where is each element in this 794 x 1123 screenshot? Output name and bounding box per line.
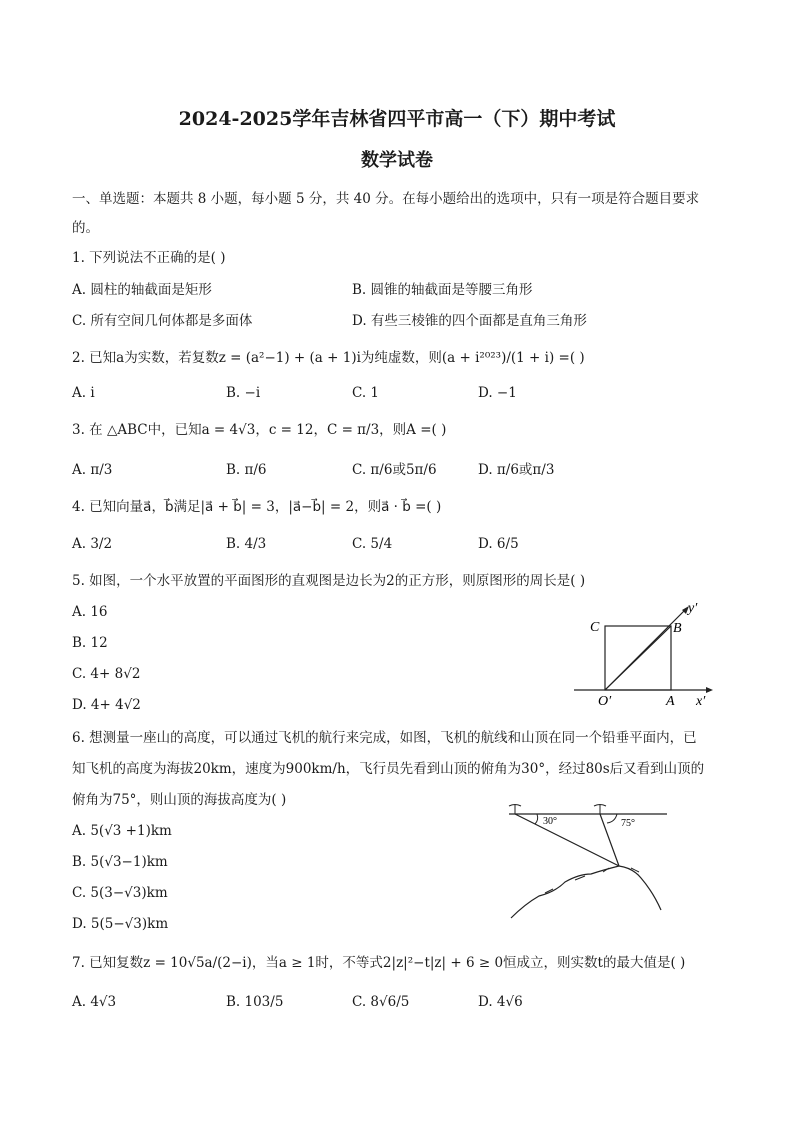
label-a: A xyxy=(666,694,675,709)
question-6-stem-line2: 知飞机的高度为海拔20km，速度为900km/h，飞行员先看到山顶的俯角为30°，经过80s后又看到山顶的 xyxy=(72,761,705,777)
diagonal-line xyxy=(605,626,671,690)
question-5-stem: 5. 如图，一个水平放置的平面图形的直观图是边长为2的正方形，则原图形的周长是( ) xyxy=(72,573,586,589)
question-4-option-d[interactable]: D. 6/5 xyxy=(478,536,519,552)
mountain-shading xyxy=(545,868,639,893)
question-4-option-a[interactable]: A. 3/2 xyxy=(72,536,113,552)
question-2-option-a[interactable]: A. i xyxy=(72,385,95,401)
label-x: x′ xyxy=(696,694,706,709)
question-6-stem-line3: 俯角为75°，则山顶的海拔高度为( ) xyxy=(72,792,287,808)
question-7-option-a[interactable]: A. 4√3 xyxy=(72,994,117,1010)
angle-label-30: 30° xyxy=(543,816,557,827)
question-6-option-b[interactable]: B. 5(√3−1)km xyxy=(72,854,168,870)
page-subtitle: 数学试卷 xyxy=(361,150,433,171)
question-2-option-d[interactable]: D. −1 xyxy=(478,385,517,401)
question-5-option-c[interactable]: C. 4+ 8√2 xyxy=(72,666,141,682)
question-7-option-d[interactable]: D. 4√6 xyxy=(478,994,523,1010)
question-6-stem-line1: 6. 想测量一座山的高度，可以通过飞机的航行来完成，如图，飞机的航线和山顶在同一个铅垂平面内，已 xyxy=(72,730,697,746)
figure-6-mountain-diagram xyxy=(505,798,675,923)
figure-5-square-diagram xyxy=(568,598,718,714)
section-heading: 一、单选题：本题共 8 小题，每小题 5 分，共 40 分。在每小题给出的选项中，只有一项是符合题目要求 xyxy=(72,191,700,207)
question-3-option-c[interactable]: C. π/6或5π/6 xyxy=(352,462,437,478)
question-6-option-a[interactable]: A. 5(√3 +1)km xyxy=(72,823,172,839)
question-3-option-d[interactable]: D. π/6或π/3 xyxy=(478,462,555,478)
x-axis-arrow xyxy=(706,687,713,693)
question-1-option-a[interactable]: A. 圆柱的轴截面是矩形 xyxy=(72,282,212,298)
angle-label-75: 75° xyxy=(621,818,635,829)
label-c: C xyxy=(590,620,600,635)
page-title: 2024-2025学年吉林省四平市高一（下）期中考试 xyxy=(178,108,616,130)
question-7-option-c[interactable]: C. 8√6/5 xyxy=(352,994,410,1010)
label-b: B xyxy=(673,621,682,636)
question-7-option-b[interactable]: B. 103/5 xyxy=(226,994,284,1010)
question-7-stem: 7. 已知复数z = 10√5a/(2−i)，当a ≥ 1时，不等式2|z|²−t|z| + 6 ≥ 0恒成立，则实数t的最大值是( ) xyxy=(72,955,686,971)
question-2-stem: 2. 已知a为实数，若复数z = (a²−1) + (a + 1)i为纯虚数，则(a + i²⁰²³)/(1 + i) =( ) xyxy=(72,350,585,366)
question-1-stem: 1. 下列说法不正确的是( ) xyxy=(72,250,226,266)
question-6-option-c[interactable]: C. 5(3−√3)km xyxy=(72,885,168,901)
label-o: O′ xyxy=(598,694,612,709)
question-3-option-b[interactable]: B. π/6 xyxy=(226,462,267,478)
question-4-stem: 4. 已知向量a⃗，b⃗满足|a⃗ + b⃗| = 3，|a⃗−b⃗| = 2，则a⃗ · b⃗ =( ) xyxy=(72,499,442,515)
question-6-option-d[interactable]: D. 5(5−√3)km xyxy=(72,916,169,932)
question-1-option-b[interactable]: B. 圆锥的轴截面是等腰三角形 xyxy=(352,282,533,298)
question-4-option-c[interactable]: C. 5/4 xyxy=(352,536,393,552)
question-1-option-c[interactable]: C. 所有空间几何体都是多面体 xyxy=(72,313,253,329)
question-2-option-b[interactable]: B. −i xyxy=(226,385,261,401)
question-5-option-a[interactable]: A. 16 xyxy=(72,604,108,620)
question-5-option-b[interactable]: B. 12 xyxy=(72,635,108,651)
question-3-stem: 3. 在 △ABC中，已知a = 4√3，c = 12，C = π/3，则A =( ) xyxy=(72,422,447,438)
angle-arc-2 xyxy=(607,814,617,823)
label-y: y′ xyxy=(688,601,698,616)
question-1-option-d[interactable]: D. 有些三棱锥的四个面都是直角三角形 xyxy=(352,313,587,329)
plane-2-icon xyxy=(594,804,606,814)
question-5-option-d[interactable]: D. 4+ 4√2 xyxy=(72,697,141,713)
angle-arc-1 xyxy=(535,814,538,824)
question-3-option-a[interactable]: A. π/3 xyxy=(72,462,113,478)
mountain-outline xyxy=(511,866,661,918)
question-2-option-c[interactable]: C. 1 xyxy=(352,385,380,401)
section-heading-cont: 的。 xyxy=(72,220,99,236)
plane-1-icon xyxy=(509,804,521,814)
question-4-option-b[interactable]: B. 4/3 xyxy=(226,536,267,552)
